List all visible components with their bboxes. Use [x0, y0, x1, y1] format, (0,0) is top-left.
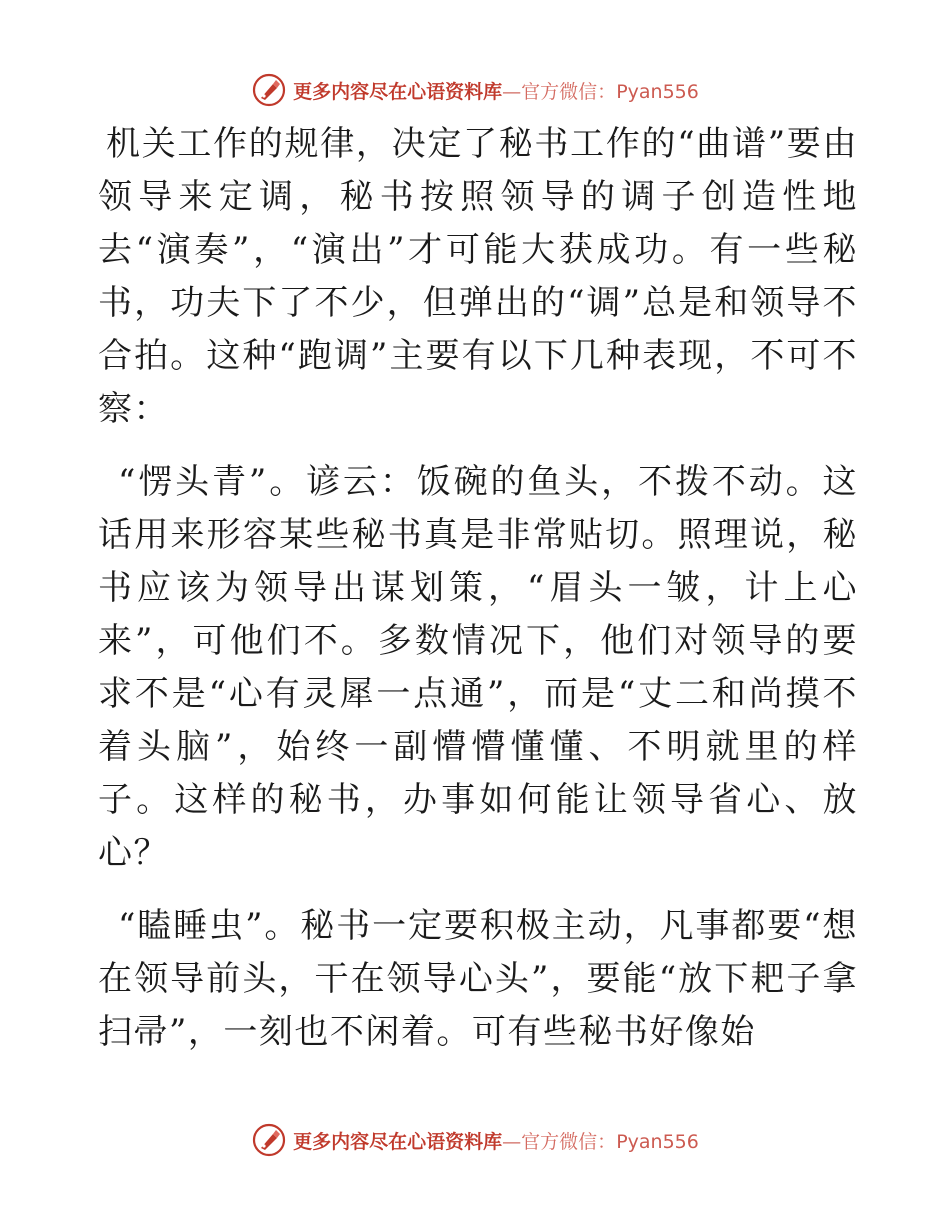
footer-banner — [0, 1120, 950, 1160]
banner-text: 更多内容尽在心语资料库—官方微信：Pyan556 — [293, 80, 699, 103]
banner-text: 更多内容尽在心语资料库—官方微信：Pyan556 — [293, 1130, 699, 1153]
header-banner — [0, 70, 950, 110]
paragraph-keshuichong: “瞌睡虫”。秘书一定要积极主动，凡事都要“想在领导前头，干在领导心头”，要能“放下耙子拿扫帚”，一刻也不闲着。可有些秘书好像始 — [98, 906, 858, 1052]
paragraph-lengtouqing: “愣头青”。谚云：饭碗的鱼头，不拨不动。这话用来形容某些秘书真是非常贴切。照理说，秘书应该为领导出谋划策，“眉头一皱，计上心来”，可他们不。多数情况下，他们对领导的要求不是“心有灵犀一点通”，而是“丈二和尚摸不着头脑”，始终一副懵懵懂懂、不明就里的样子。这样的秘书，办事如何能让领导省心、放心？ — [98, 462, 858, 873]
paragraph-intro: 机关工作的规律，决定了秘书工作的“曲谱”要由领导来定调，秘书按照领导的调子创造性地去“演奏”，“演出”才可能大获成功。有一些秘书，功夫下了不少，但弹出的“调”总是和领导不合拍。这种“跑调”主要有以下几种表现，不可不察： — [98, 124, 858, 429]
pen-nib-logo-icon — [251, 72, 287, 108]
pen-nib-logo-icon — [251, 1122, 287, 1158]
document-body — [98, 118, 858, 1059]
